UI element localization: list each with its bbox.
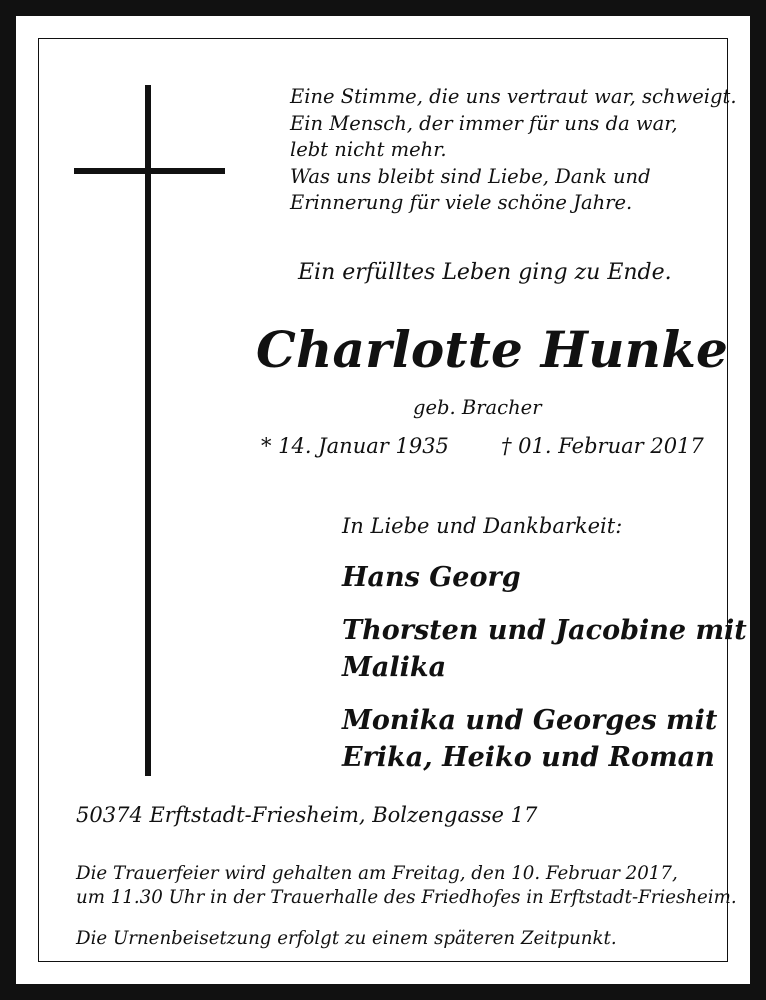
maiden-name: geb. Bracher [413,396,542,419]
birth-date: * 14. Januar 1935 [261,434,449,458]
mourners-list [342,559,747,792]
mourner-group [342,559,747,596]
poem-line: Ein Mensch, der immer für uns da war, [290,111,678,135]
mourner-line: Thorsten und Jacobine mit [342,615,747,646]
mourner-group [342,612,747,686]
mourners-intro: In Liebe und Dankbarkeit: [342,514,623,538]
cross-vertical-bar [145,85,151,776]
poem-line: Eine Stimme, die uns vertraut war, schweigt. [290,85,737,108]
memorial-poem [290,84,737,217]
service-line: um 11.30 Uhr in der Trauerhalle des Friedhofes in Erftstadt-Friesheim. [76,887,737,908]
mourner-line: Monika und Georges mit [342,705,718,736]
service-line: Die Trauerfeier wird gehalten am Freitag, den 10. Februar 2017, [76,863,678,884]
poem-line: lebt nicht mehr. [290,138,447,161]
family-address: 50374 Erftstadt-Friesheim, Bolzengasse 17 [76,803,538,827]
cross-horizontal-bar [74,168,225,174]
mourner-group [342,702,747,776]
poem-line: Erinnerung für viele schöne Jahre. [290,191,633,214]
mourner-line: Hans Georg [342,562,521,593]
mourner-line: Malika [342,652,447,683]
mourner-line: Erika, Heiko und Roman [342,742,715,773]
funeral-service-info [76,862,737,910]
burial-note: Die Urnenbeisetzung erfolgt zu einem späteren Zeitpunkt. [76,928,617,949]
tagline: Ein erfülltes Leben ging zu Ende. [298,260,672,285]
life-dates [261,434,704,458]
deceased-name: Charlotte Hunke [256,320,729,379]
death-date: † 01. Februar 2017 [501,434,704,458]
poem-line: Was uns bleibt sind Liebe, Dank und [290,164,651,188]
